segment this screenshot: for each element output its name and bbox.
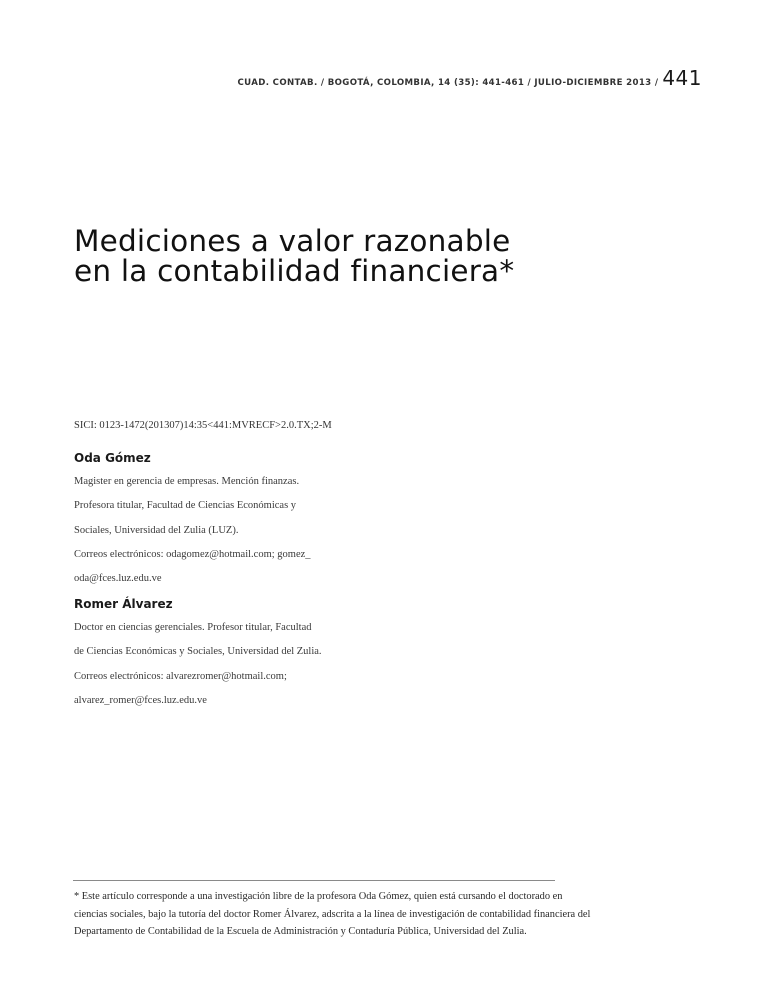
author-email: oda@fces.luz.edu.ve (74, 573, 162, 585)
article-title (74, 226, 714, 286)
author-name: Oda Gómez (74, 451, 151, 465)
author-affiliation: Sociales, Universidad del Zulia (LUZ). (74, 524, 239, 536)
author-name: Romer Álvarez (74, 597, 173, 611)
title-line-2: en la contabilidad financiera* (74, 254, 515, 288)
title-line-1: Mediciones a valor razonable (74, 224, 511, 258)
author-credential: Magister en gerencia de empresas. Mención finanzas. (74, 476, 300, 487)
journal-citation: CUAD. CONTAB. / BOGOTÁ, COLOMBIA, 14 (35): 441-461 / JULIO-DICIEMBRE 2013 / (237, 78, 659, 88)
page-number: 441 (662, 66, 702, 90)
author-block-oda-gomez (74, 450, 594, 591)
author-affiliation: de Ciencias Económicas y Sociales, Universidad del Zulia. (74, 646, 322, 658)
author-email: Correos electrónicos: alvarezromer@hotmail.com; (74, 670, 287, 682)
author-block-romer-alvarez (74, 596, 594, 713)
running-header (238, 66, 703, 90)
footnote (74, 888, 704, 941)
footnote-line: * Este artículo corresponde a una investigación libre de la profesora Oda Gómez, quien está cursando el doctorado en (74, 891, 563, 902)
author-affiliation: Profesora titular, Facultad de Ciencias Económicas y (74, 500, 297, 512)
footnote-line: ciencias sociales, bajo la tutoría del doctor Romer Álvarez, adscrita a la línea de investigación de contabilidad financiera del (74, 908, 591, 920)
author-email: Correos electrónicos: odagomez@hotmail.com; gomez_ (74, 548, 311, 560)
author-email: alvarez_romer@fces.luz.edu.ve (74, 694, 207, 706)
author-credential: Doctor en ciencias gerenciales. Profesor titular, Facultad (74, 622, 312, 633)
footnote-line: Departamento de Contabilidad de la Escuela de Administración y Contaduría Pública, Universidad del Zulia. (74, 926, 527, 937)
footnote-divider (73, 880, 555, 881)
sici-identifier: SICI: 0123-1472(201307)14:35<441:MVRECF>2.0.TX;2-M (74, 420, 332, 431)
